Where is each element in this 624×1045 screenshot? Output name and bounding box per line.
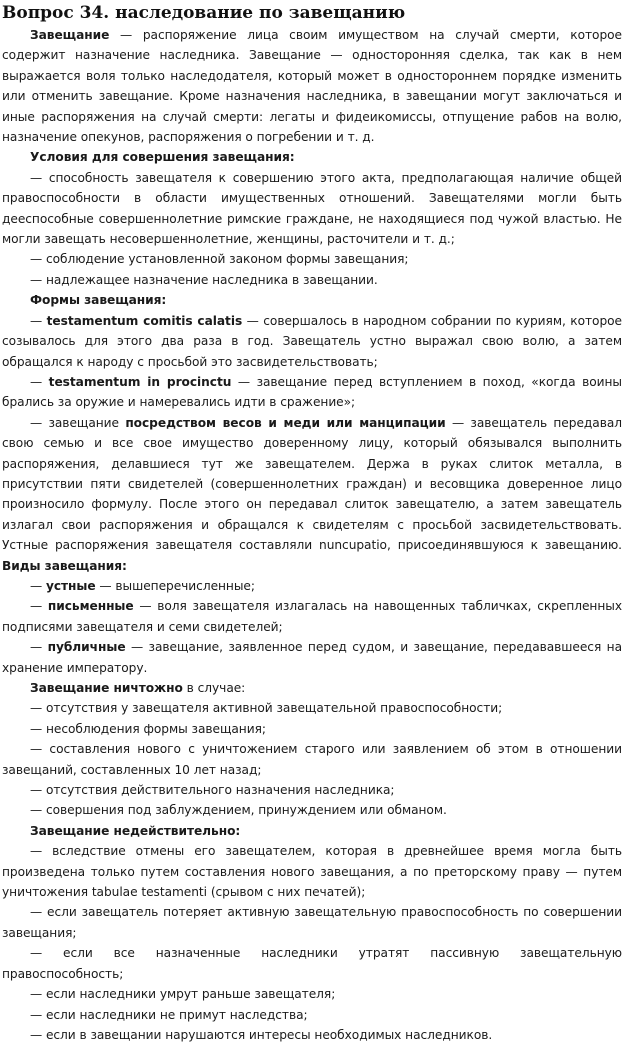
text-run: — завещатель передавал свою семью и все свое имущество доверенному лицу, который обязывался выполнить распоряжения, делавшиеся тут же завещателем. Держа в руках слиток металла, в присутствии пяти свидетелей (совершеннолетних граждан) и весовщика доверенное лицо произносило формулу. После этого он передавал слиток завещателю, а затем завещатель излагал свои распоряжения и обращался к свидетелям с просьбой засвидетельствовать. Устные распоряжения завещателя составляли nuncupatio, присоединявшуюся к завещанию. xyxy=(2,415,622,553)
text-run: — если наследники не примут наследства; xyxy=(30,1007,308,1022)
paragraph xyxy=(2,270,622,290)
paragraph xyxy=(2,1005,622,1025)
text-run: — xyxy=(30,578,46,593)
paragraph xyxy=(2,596,622,637)
bold-text: устные xyxy=(45,578,96,593)
document-body xyxy=(2,25,622,1045)
text-run: — составления нового с уничтожением старого или заявлением об этом в отношении завещаний, составленных 10 лет назад; xyxy=(2,742,622,777)
paragraph xyxy=(2,413,622,576)
text-run: — надлежащее назначение наследника в завещании. xyxy=(30,272,378,287)
bold-text: testamentum comitis calatis xyxy=(46,313,243,328)
bold-text: Завещание ничтожно xyxy=(30,681,183,695)
bold-text: Формы завещания: xyxy=(30,293,167,308)
paragraph xyxy=(2,800,622,820)
paragraph xyxy=(2,841,622,902)
text-run: — xyxy=(30,599,48,614)
bold-text: Условия для совершения завещания: xyxy=(30,150,295,165)
text-run: — завещание xyxy=(30,415,126,430)
text-run: — завещание перед вступлением в поход, «когда воины брались за оружие и намеревались идти в сражение»; xyxy=(2,374,622,410)
paragraph xyxy=(2,290,622,310)
bold-text: письменные xyxy=(47,599,134,614)
text-run: — отсутствия у завещателя активной завещательной правоспособности; xyxy=(30,701,503,716)
bold-text: посредством весов и меди или манципации xyxy=(125,415,446,430)
bold-text: Виды завещания: xyxy=(2,558,127,573)
text-run: — совершения под заблуждением, принуждением или обманом. xyxy=(30,803,447,818)
text-run: — xyxy=(30,640,48,655)
text-run: — xyxy=(30,374,49,389)
bold-text: Завещание недействительно: xyxy=(30,823,241,838)
paragraph xyxy=(2,311,622,372)
paragraph xyxy=(2,719,622,739)
text-run: — если в завещании нарушаются интересы необходимых наследников. xyxy=(30,1027,493,1042)
text-run: — способность завещателя к совершению этого акта, предполагающая наличие общей правоспособности в области имущественных отношений. Завещателями могли быть дееспособные совершеннолетние римские граждане, не находящиеся под чужой властью. Не могли завещать несовершеннолетние, женщины, расточители и т. д.; xyxy=(2,170,622,247)
paragraph xyxy=(2,25,622,147)
text-run: — завещание, заявленное перед судом, и завещание, передававшееся на хранение императору. xyxy=(2,640,622,675)
text-run: — отсутствия действительного назначения наследника; xyxy=(30,783,395,798)
text-run: — соблюдение установленной законом формы завещания; xyxy=(30,252,409,267)
text-run: — если завещатель потеряет активную завещательную правоспособность по совершении завещания; xyxy=(2,905,622,940)
paragraph xyxy=(2,372,622,413)
paragraph xyxy=(2,576,622,596)
text-run: — если все назначенные наследники утратят пассивную завещательную правоспособность; xyxy=(2,946,622,981)
bold-text: публичные xyxy=(47,640,126,655)
text-run: — распоряжение лица своим имуществом на случай смерти, которое содержит назначение наследника. Завещание — односторонняя сделка, так как в нем выражается воля только наследодателя, который может в одностороннем порядке изменить или отменить завещание. Кроме назначения наследника, в завещании могут заключаться и иные распоряжения на случай смерти: легаты и фидеикомиссы, отпущение рабов на волю, назначение опекунов, распоряжения о погребении и т. д. xyxy=(2,28,622,145)
paragraph xyxy=(2,168,622,250)
text-run: — если наследники умрут раньше завещателя; xyxy=(30,987,336,1002)
paragraph xyxy=(2,902,622,943)
bold-text: Завещание xyxy=(30,28,110,42)
text-run: — воля завещателя излагалась на навощенных табличках, скрепленных подписями завещателя и семи свидетелей; xyxy=(2,599,622,634)
paragraph xyxy=(2,147,622,167)
page-title: Вопрос 34. наследование по завещанию xyxy=(2,3,406,23)
paragraph xyxy=(2,678,622,698)
paragraph xyxy=(2,984,622,1004)
text-run: — несоблюдения формы завещания; xyxy=(30,721,266,736)
paragraph xyxy=(2,698,622,718)
text-run: — вышеперечисленные; xyxy=(95,578,255,593)
paragraph xyxy=(2,821,622,841)
text-run: в случае: xyxy=(182,681,246,695)
paragraph xyxy=(2,943,622,984)
paragraph xyxy=(2,637,622,678)
paragraph xyxy=(2,249,622,269)
bold-text: testamentum in procinctu xyxy=(48,374,232,389)
paragraph xyxy=(2,780,622,800)
text-run: — xyxy=(30,313,47,328)
text-run: — совершалось в народном собрании по куриям, которое созывалось для этого два раза в год. Завещатель устно выражал свою волю, а затем обращался к народу с просьбой это засвидетельствовать; xyxy=(2,313,622,369)
paragraph xyxy=(2,739,622,780)
paragraph xyxy=(2,1025,622,1045)
text-run: — вследствие отмены его завещателем, которая в древнейшее время могла быть произведена только путем составления нового завещания, а по преторскому праву — путем уничтожения tabulae testamenti (срывом с них печатей); xyxy=(2,844,622,900)
